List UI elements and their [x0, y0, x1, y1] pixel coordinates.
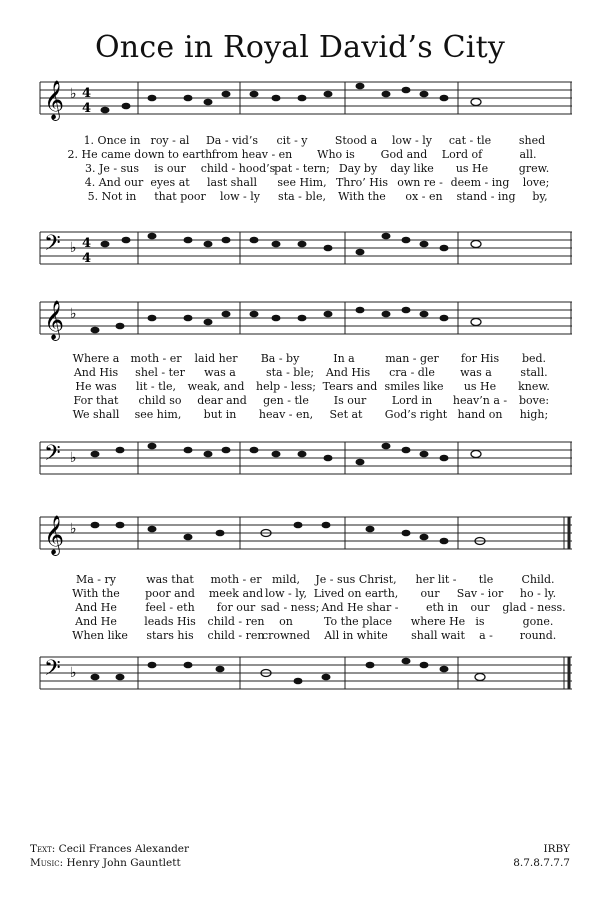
svg-text:♭: ♭ — [70, 665, 77, 681]
bass-staff — [40, 230, 572, 270]
svg-text:4: 4 — [82, 251, 92, 266]
svg-text:♭: ♭ — [70, 240, 77, 256]
hymn-title: Once in Royal David’s City — [95, 30, 505, 65]
treble-staff — [40, 300, 572, 340]
lyric-line: He was lit - tle, weak, and help - less; Tears and smiles like us He knew. — [75, 380, 550, 393]
lyric-line: 4. And our eyes at last shall see Him, Thro’ His own re - deem - ing love; — [84, 176, 550, 189]
svg-text:♭: ♭ — [70, 86, 77, 102]
lyric-line: When like stars his child - ren crowned All in white shall wait a - round. — [72, 629, 557, 642]
bass-clef-icon: 𝄢 — [44, 656, 61, 686]
bass-clef-icon: 𝄢 — [44, 231, 61, 261]
lyric-line: 2. He came down to earth from heav - en Who is God and Lord of all. — [67, 148, 537, 161]
lyric-line: And He leads His child - ren on To the place where He is gone. — [75, 615, 554, 628]
treble-staff — [40, 515, 572, 555]
lyric-line: 5. Not in that poor low - ly sta - ble, With the ox - en stand - ing by, — [87, 190, 548, 203]
bass-staff — [40, 655, 572, 695]
treble-clef-icon: 𝄞 — [44, 300, 65, 340]
lyric-line: Ma - ry was that moth - er mild, Je - sus Christ, her lit - tle Child. — [75, 573, 555, 586]
svg-text:4: 4 — [82, 86, 92, 101]
bass-staff — [40, 440, 572, 480]
lyric-line: And His shel - ter was a sta - ble; And His cra - dle was a stall. — [73, 366, 548, 379]
svg-text:4: 4 — [82, 236, 92, 251]
lyric-line: For that child so dear and gen - tle Is our Lord in heav’n a - bove: — [73, 394, 550, 407]
text-credit: Text: Cecil Frances Alexander — [30, 843, 190, 855]
lyric-line: 1. Once in roy - al Da - vid’s cit - y Stood a low - ly cat - tle shed — [83, 134, 546, 147]
svg-text:♭: ♭ — [70, 521, 77, 537]
svg-text:♭: ♭ — [70, 306, 77, 322]
lyric-line: And He feel - eth for our sad - ness; And He shar - eth in our glad - ness. — [75, 601, 566, 614]
svg-text:4: 4 — [82, 101, 92, 116]
lyric-line: Where a moth - er laid her Ba - by In a man - ger for His bed. — [72, 352, 547, 365]
tune-info — [513, 842, 570, 870]
music-credit: Music: Henry John Gauntlett — [30, 857, 181, 869]
lyric-line: 3. Je - sus is our child - hood’s pat - tern; Day by day like us He grew. — [85, 162, 550, 175]
treble-staff — [40, 80, 572, 120]
treble-clef-icon: 𝄞 — [44, 80, 65, 120]
tune-name: IRBY — [543, 843, 570, 855]
meter: 8.7.8.7.7.7 — [513, 857, 570, 869]
svg-text:♭: ♭ — [70, 450, 77, 466]
lyric-line: With the poor and meek and low - ly, Lived on earth, our Sav - ior ho - ly. — [72, 587, 557, 600]
credits — [30, 842, 189, 870]
bass-clef-icon: 𝄢 — [44, 441, 61, 471]
lyric-line: We shall see him, but in heav - en, Set at God’s right hand on high; — [72, 408, 549, 421]
treble-clef-icon: 𝄞 — [44, 515, 65, 555]
